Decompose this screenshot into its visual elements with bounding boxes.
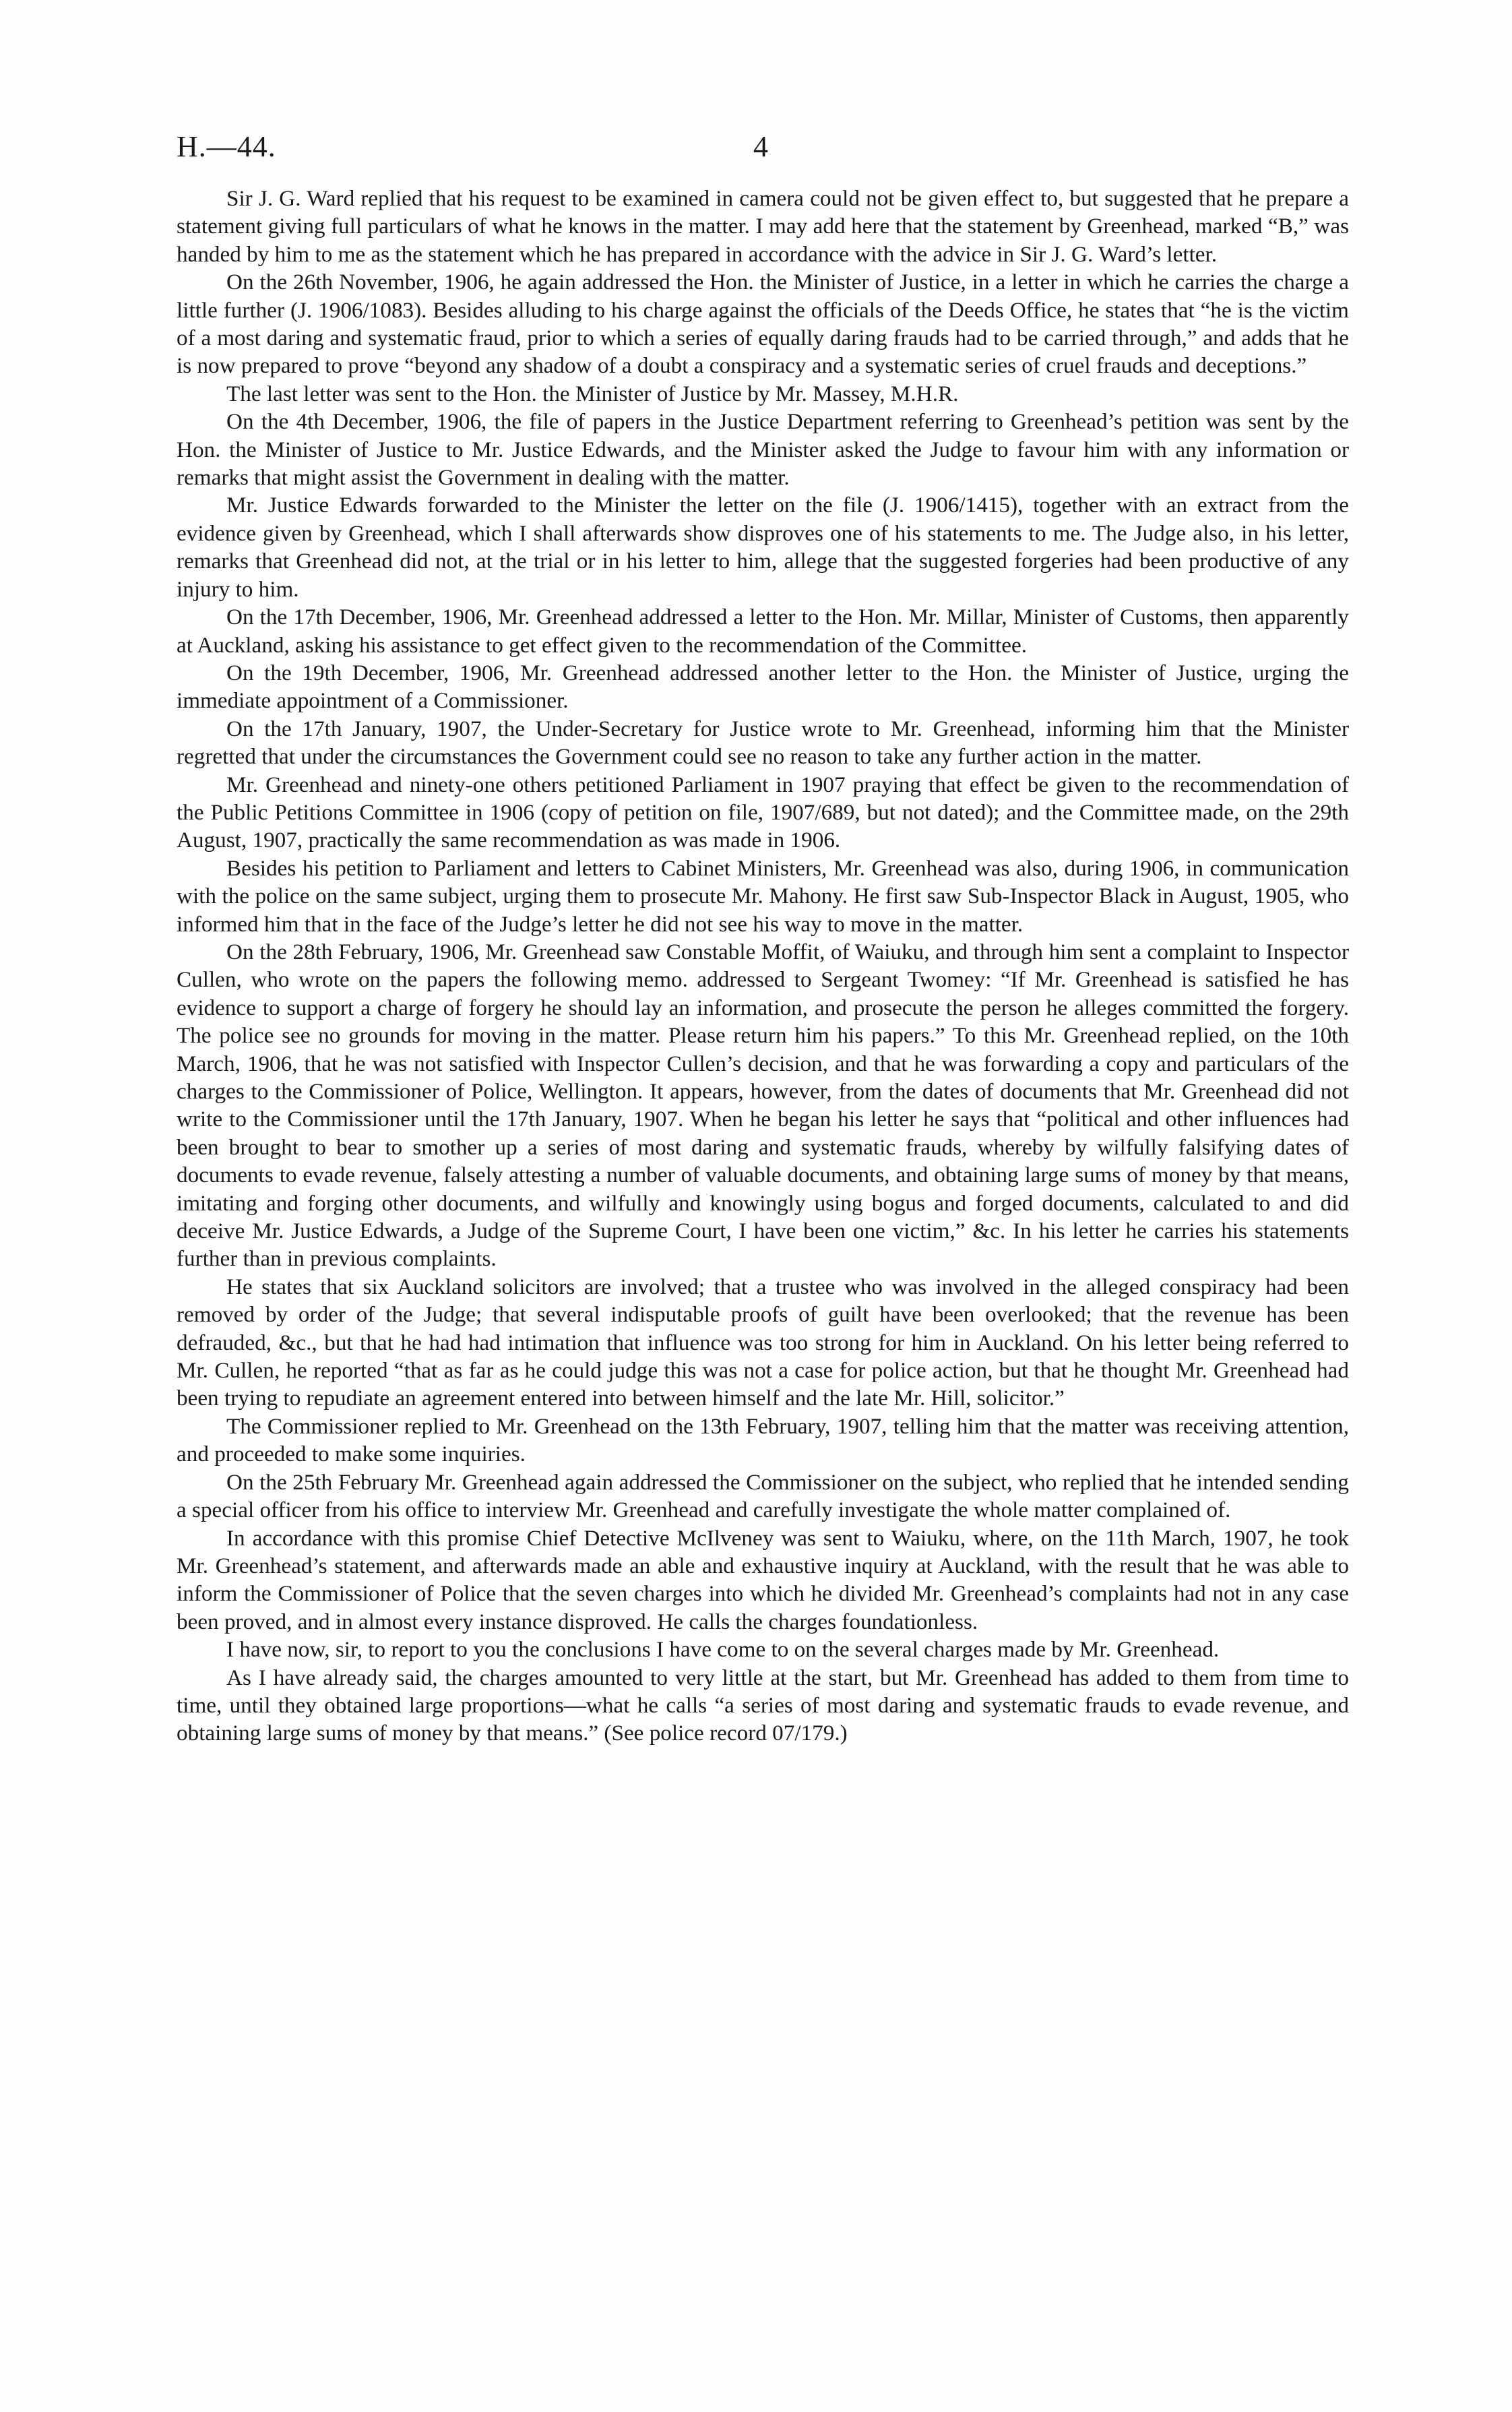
paragraph: On the 19th December, 1906, Mr. Greenhead addressed another letter to the Hon. the Minister of Justice, urging the immediate appointment of a Commissioner. [177,660,1349,714]
body-text [177,185,1349,1748]
paragraph: He states that six Auckland solicitors are involved; that a trustee who was involved in the alleged conspiracy had been removed by order of the Judge; that several indisputable proofs of guilt have been overlooked; that the revenue has been defrauded, &c., but that he had had intimation that influence was too strong for him in Auckland. On his letter being referred to Mr. Cullen, he reported “that as far as he could judge this was not a case for police action, but that he thought Mr. Greenhead had been trying to repudiate an agreement entered into between himself and the late Mr. Hill, solicitor.” [177,1274,1349,1411]
paragraph: On the 4th December, 1906, the file of papers in the Justice Department referring to Greenhead’s petition was sent by the Hon. the Minister of Justice to Mr. Justice Edwards, and the Minister asked the Judge to favour him with any information or remarks that might assist the Government in dealing with the matter. [177,409,1349,491]
paragraph: Mr. Justice Edwards forwarded to the Minister the letter on the file (J. 1906/1415), together with an extract from the evidence given by Greenhead, which I shall afterwards show disproves one of his statements to me. The Judge also, in his letter, remarks that Greenhead did not, at the trial or in his letter to him, allege that the suggested forgeries had been productive of any injury to him. [177,493,1349,602]
page-header [177,129,1349,170]
paragraph: In accordance with this promise Chief Detective McIlveney was sent to Waiuku, where, on the 11th March, 1907, he took Mr. Greenhead’s statement, and afterwards made an able and exhaustive inquiry at Auckland, with the result that he was able to inform the Commissioner of Police that the seven charges into which he divided Mr. Greenhead’s complaints had not in any case been proved, and in almost every instance disproved. He calls the charges foundationless. [177,1525,1349,1634]
paragraph: As I have already said, the charges amounted to very little at the start, but Mr. Greenhead has added to them from time to time, until they obtained large proportions—what he calls “a series of most daring and systematic frauds to evade revenue, and obtaining large sums of money by that means.” (See police record 07/179.) [177,1665,1349,1746]
paragraph: Sir J. G. Ward replied that his request to be examined in camera could not be given effect to, but suggested that he prepare a statement giving full particulars of what he knows in the matter. I may add here that the statement by Greenhead, marked “B,” was handed by him to me as the statement which he has prepared in accordance with the advice in Sir J. G. Ward’s letter. [177,186,1349,267]
paragraph: On the 26th November, 1906, he again addressed the Hon. the Minister of Justice, in a letter in which he carries the charge a little further (J. 1906/1083). Besides alluding to his charge against the officials of the Deeds Office, he states that “he is the victim of a most daring and systematic fraud, prior to which a series of equally daring frauds had to be carried through,” and adds that he is now prepared to prove “beyond any shadow of a doubt a conspiracy and a systematic series of cruel frauds and deceptions.” [177,270,1349,379]
paragraph: On the 28th February, 1906, Mr. Greenhead saw Constable Moffit, of Waiuku, and through him sent a complaint to Inspector Cullen, who wrote on the papers the following memo. addressed to Sergeant Twomey: “If Mr. Greenhead is satisfied he has evidence to support a charge of forgery he should lay an information, and prosecute the person he alleges committed the forgery. The police see no grounds for moving in the matter. Please return him his papers.” To this Mr. Greenhead replied, on the 10th March, 1906, that he was not satisfied with Inspector Cullen’s decision, and that he was forwarding a copy and particulars of the charges to the Commissioner of Police, Wellington. It appears, however, from the dates of documents that Mr. Greenhead did not write to the Commissioner until the 17th January, 1907. When he began his letter he says that “political and other influences had been brought to bear to smother up a series of most daring and systematic frauds, whereby by wilfully falsifying dates of documents to evade revenue, falsely attesting a number of valuable documents, and obtaining large sums of money by that means, imitating and forging other documents, and wilfully and knowingly using bogus and forged documents, calculated to and did deceive Mr. Justice Edwards, a Judge of the Supreme Court, I have been one victim,” &c. In his letter he carries his statements further than in previous complaints. [177,939,1349,1272]
document-reference: H.—44. [177,130,276,163]
paragraph: I have now, sir, to report to you the conclusions I have come to on the several charges made by Mr. Greenhead. [226,1637,1220,1663]
page-number: 4 [753,130,768,163]
paragraph: On the 25th February Mr. Greenhead again addressed the Commissioner on the subject, who replied that he intended sending a special officer from his office to interview Mr. Greenhead and carefully investigate the whole matter complained of. [177,1469,1349,1523]
paragraph: The Commissioner replied to Mr. Greenhead on the 13th February, 1907, telling him that the matter was receiving attention, and proceeded to make some inquiries. [177,1413,1349,1467]
paragraph: On the 17th December, 1906, Mr. Greenhead addressed a letter to the Hon. Mr. Millar, Minister of Customs, then apparently at Auckland, asking his assistance to get effect given to the recommendation of the Committee. [177,605,1349,658]
paragraph: Mr. Greenhead and ninety-one others petitioned Parliament in 1907 praying that effect be given to the recommendation of the Public Petitions Committee in 1906 (copy of petition on file, 1907/689, but not dated); and the Committee made, on the 29th August, 1907, practically the same recommendation as was made in 1906. [177,772,1349,853]
paragraph: On the 17th January, 1907, the Under-Secretary for Justice wrote to Mr. Greenhead, informing him that the Minister regretted that under the circumstances the Government could see no reason to take any further action in the matter. [177,716,1349,770]
paragraph: Besides his petition to Parliament and letters to Cabinet Ministers, Mr. Greenhead was also, during 1906, in communication with the police on the same subject, urging them to prosecute Mr. Mahony. He first saw Sub-Inspector Black in August, 1905, who informed him that in the face of the Judge’s letter he did not see his way to move in the matter. [177,855,1349,937]
paragraph: The last letter was sent to the Hon. the Minister of Justice by Mr. Massey, M.H.R. [226,381,959,406]
